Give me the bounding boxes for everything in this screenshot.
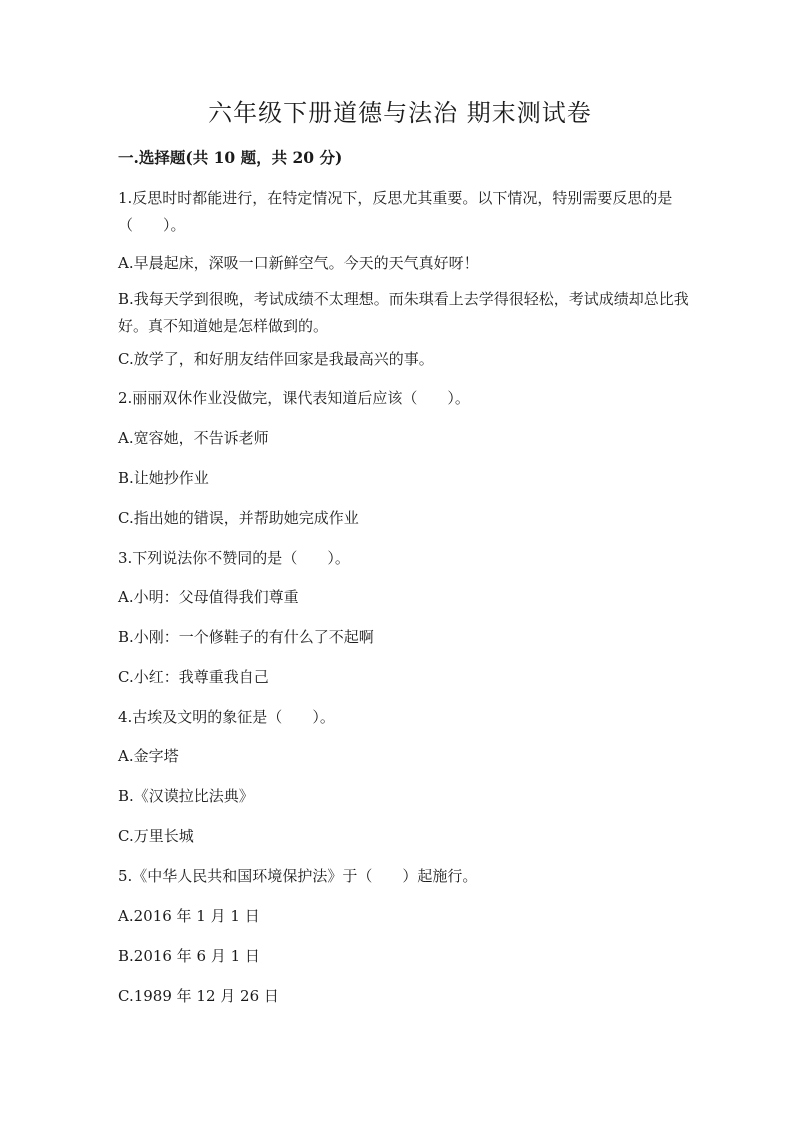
question-5-option-b[interactable]: B.2016 年 6 月 1 日	[118, 947, 260, 965]
question-5-stem: 5.《中华人民共和国环境保护法》于（ ）起施行。	[118, 867, 478, 885]
question-1-option-b[interactable]: B.我每天学到很晚，考试成绩不太理想。而朱琪看上去学得很轻松，考试成绩却总比我好。真不知道她是怎样做到的。	[118, 290, 689, 335]
section-heading: 一.选择题(共 10 题，共 20 分)	[118, 148, 343, 167]
question-2-stem: 2.丽丽双休作业没做完，课代表知道后应该（ ）。	[118, 389, 470, 407]
question-3-stem: 3.下列说法你不赞同的是（ ）。	[118, 549, 350, 567]
question-2-option-a[interactable]: A.宽容她，不告诉老师	[118, 429, 269, 447]
question-4-option-b[interactable]: B.《汉谟拉比法典》	[118, 787, 254, 805]
question-1-option-a[interactable]: A.早晨起床，深吸一口新鲜空气。今天的天气真好呀！	[118, 254, 479, 272]
question-1-stem: 1.反思时时都能进行，在特定情况下，反思尤其重要。以下情况，特别需要反思的是（ ）。	[118, 189, 673, 234]
question-1-option-c[interactable]: C.放学了，和好朋友结伴回家是我最高兴的事。	[118, 350, 434, 368]
question-2-option-b[interactable]: B.让她抄作业	[118, 469, 209, 487]
question-3-option-c[interactable]: C.小红：我尊重我自己	[118, 668, 269, 686]
page-title: 六年级下册道德与法治 期末测试卷	[208, 99, 592, 127]
question-3-option-a[interactable]: A.小明：父母值得我们尊重	[118, 588, 299, 606]
question-4-option-a[interactable]: A.金字塔	[118, 747, 179, 765]
question-5-option-c[interactable]: C.1989 年 12 月 26 日	[118, 987, 279, 1005]
question-5-option-a[interactable]: A.2016 年 1 月 1 日	[118, 907, 260, 925]
question-4-option-c[interactable]: C.万里长城	[118, 827, 194, 845]
question-4-stem: 4.古埃及文明的象征是（ ）。	[118, 708, 335, 726]
question-3-option-b[interactable]: B.小刚：一个修鞋子的有什么了不起啊	[118, 628, 374, 646]
question-2-option-c[interactable]: C.指出她的错误，并帮助她完成作业	[118, 509, 359, 527]
